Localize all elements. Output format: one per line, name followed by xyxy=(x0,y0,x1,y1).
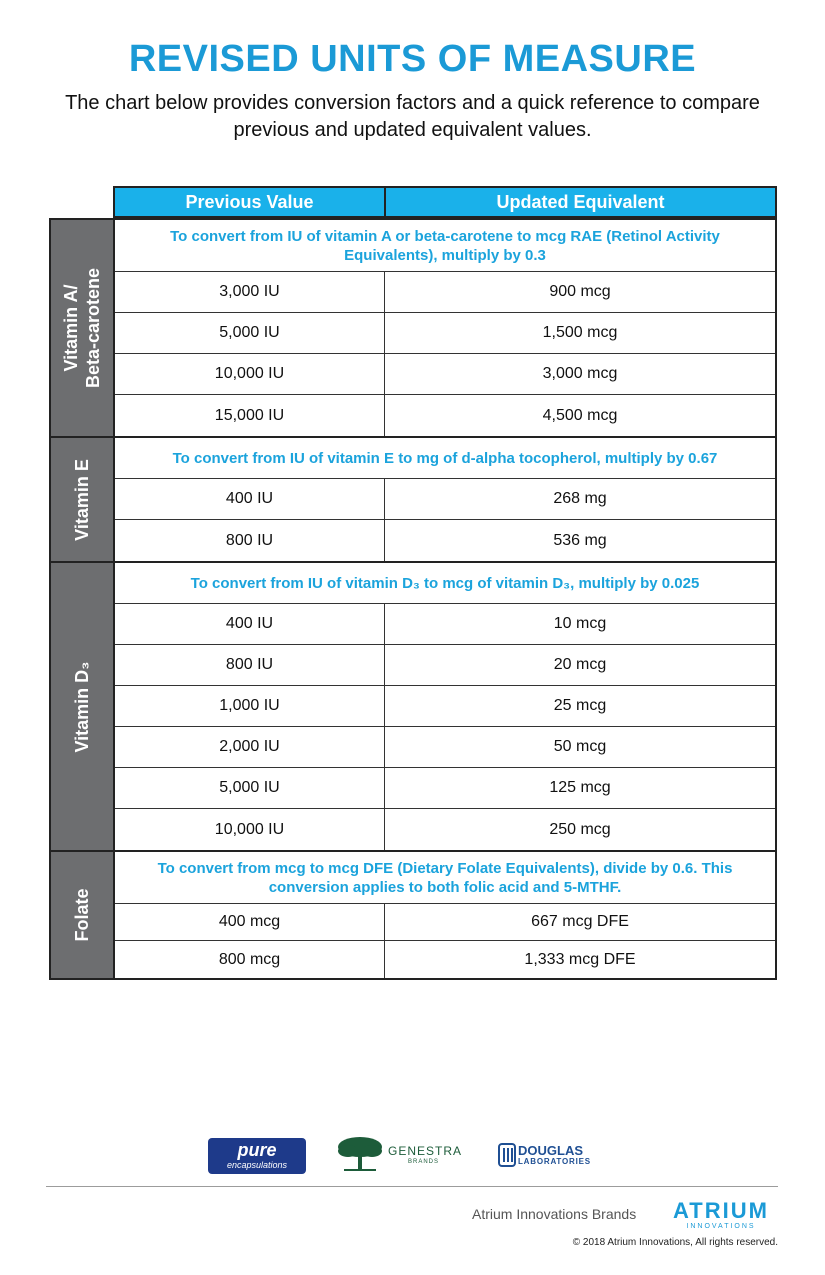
section-label xyxy=(51,438,115,561)
conversion-table xyxy=(49,218,777,980)
updated-equivalent-cell: 900 mcg xyxy=(549,283,611,300)
tree-icon xyxy=(336,1135,384,1173)
page-title: REVISED UNITS OF MEASURE xyxy=(128,38,697,80)
previous-value-cell: 400 IU xyxy=(115,604,385,644)
previous-value-cell: 400 IU xyxy=(115,479,385,519)
pure-encapsulations-logo: pure encapsulations xyxy=(208,1138,306,1174)
updated-equivalent-cell: 50 mcg xyxy=(553,738,607,755)
updated-equivalent-cell: 3,000 mcg xyxy=(542,365,618,382)
atrium-logo: ATRIUM INNOVATIONS xyxy=(673,1198,769,1230)
updated-equivalent-cell: 250 mcg xyxy=(549,820,611,838)
table-row xyxy=(115,686,775,727)
header-previous-value: Previous Value xyxy=(115,188,386,216)
conversion-note: To convert from IU of vitamin D₃ to mcg of vitamin D₃, multiply by 0.025 xyxy=(115,563,775,604)
table-section xyxy=(49,218,777,436)
updated-equivalent-cell: 4,500 mcg xyxy=(542,406,618,424)
header-updated-equivalent: Updated Equivalent xyxy=(496,191,665,212)
section-label-text: Vitamin E xyxy=(72,458,92,541)
conversion-note: To convert from IU of vitamin A or beta-carotene to mcg RAE (Retinol Activity Equivalents), multiply by 0.3 xyxy=(115,220,775,272)
section-label xyxy=(51,563,115,850)
table-row xyxy=(115,809,775,850)
table-section xyxy=(49,561,777,850)
section-label-text: Folate xyxy=(72,888,92,942)
table-row xyxy=(115,604,775,645)
table-row xyxy=(115,313,775,354)
updated-equivalent-cell: 1,500 mcg xyxy=(542,324,618,341)
previous-value-cell: 5,000 IU xyxy=(115,768,385,808)
previous-value-cell: 800 mcg xyxy=(115,941,385,978)
previous-value-cell: 10,000 IU xyxy=(115,809,385,850)
previous-value-cell: 10,000 IU xyxy=(115,354,385,394)
table-row xyxy=(115,645,775,686)
updated-equivalent-cell: 667 mcg DFE xyxy=(531,913,629,930)
douglas-laboratories-logo: DOUGLAS LABORATORIES xyxy=(498,1143,618,1169)
page-subtitle: The chart below provides conversion factors and a quick reference to compare previous and updated equivalent values. xyxy=(65,92,760,141)
table-section xyxy=(49,436,777,561)
updated-equivalent-cell: 536 mg xyxy=(553,531,607,549)
table-row xyxy=(115,272,775,313)
updated-equivalent-cell: 20 mcg xyxy=(553,656,607,673)
updated-equivalent-cell: 25 mcg xyxy=(553,697,607,714)
table-row xyxy=(115,354,775,395)
previous-value-cell: 400 mcg xyxy=(115,904,385,940)
previous-value-cell: 5,000 IU xyxy=(115,313,385,353)
table-row xyxy=(115,941,775,978)
updated-equivalent-cell: 125 mcg xyxy=(549,779,611,796)
section-label xyxy=(51,220,115,436)
previous-value-cell: 2,000 IU xyxy=(115,727,385,767)
table-section xyxy=(49,850,777,980)
conversion-note: To convert from mcg to mcg DFE (Dietary Folate Equivalents), divide by 0.6. This conversion applies to both folic acid and 5-MTHF. xyxy=(115,852,775,904)
previous-value-cell: 3,000 IU xyxy=(115,272,385,312)
previous-value-cell: 800 IU xyxy=(115,645,385,685)
updated-equivalent-cell: 10 mcg xyxy=(553,615,607,632)
table-row xyxy=(115,727,775,768)
section-label xyxy=(51,852,115,978)
table-row xyxy=(115,479,775,520)
conversion-note: To convert from IU of vitamin E to mg of d-alpha tocopherol, multiply by 0.67 xyxy=(115,438,775,479)
brand-logos xyxy=(0,1135,825,1175)
brands-text: Atrium Innovations Brands xyxy=(472,1206,637,1222)
section-label-text: Vitamin A/ Beta-carotene xyxy=(61,267,103,389)
previous-value-cell: 15,000 IU xyxy=(115,395,385,436)
previous-value-cell: 1,000 IU xyxy=(115,686,385,726)
footer-divider xyxy=(46,1186,778,1187)
douglas-mark-icon xyxy=(498,1143,518,1167)
table-header xyxy=(113,186,777,218)
previous-value-cell: 800 IU xyxy=(115,520,385,561)
updated-equivalent-cell: 268 mg xyxy=(553,490,607,507)
genestra-logo: GENESTRA BRANDS xyxy=(336,1135,466,1175)
section-label-text: Vitamin D₃ xyxy=(72,660,92,753)
table-row xyxy=(115,768,775,809)
table-row xyxy=(115,395,775,436)
copyright-text: © 2018 Atrium Innovations, All rights reserved. xyxy=(572,1237,778,1248)
table-row xyxy=(115,520,775,561)
updated-equivalent-cell: 1,333 mcg DFE xyxy=(524,950,636,968)
table-row xyxy=(115,904,775,941)
